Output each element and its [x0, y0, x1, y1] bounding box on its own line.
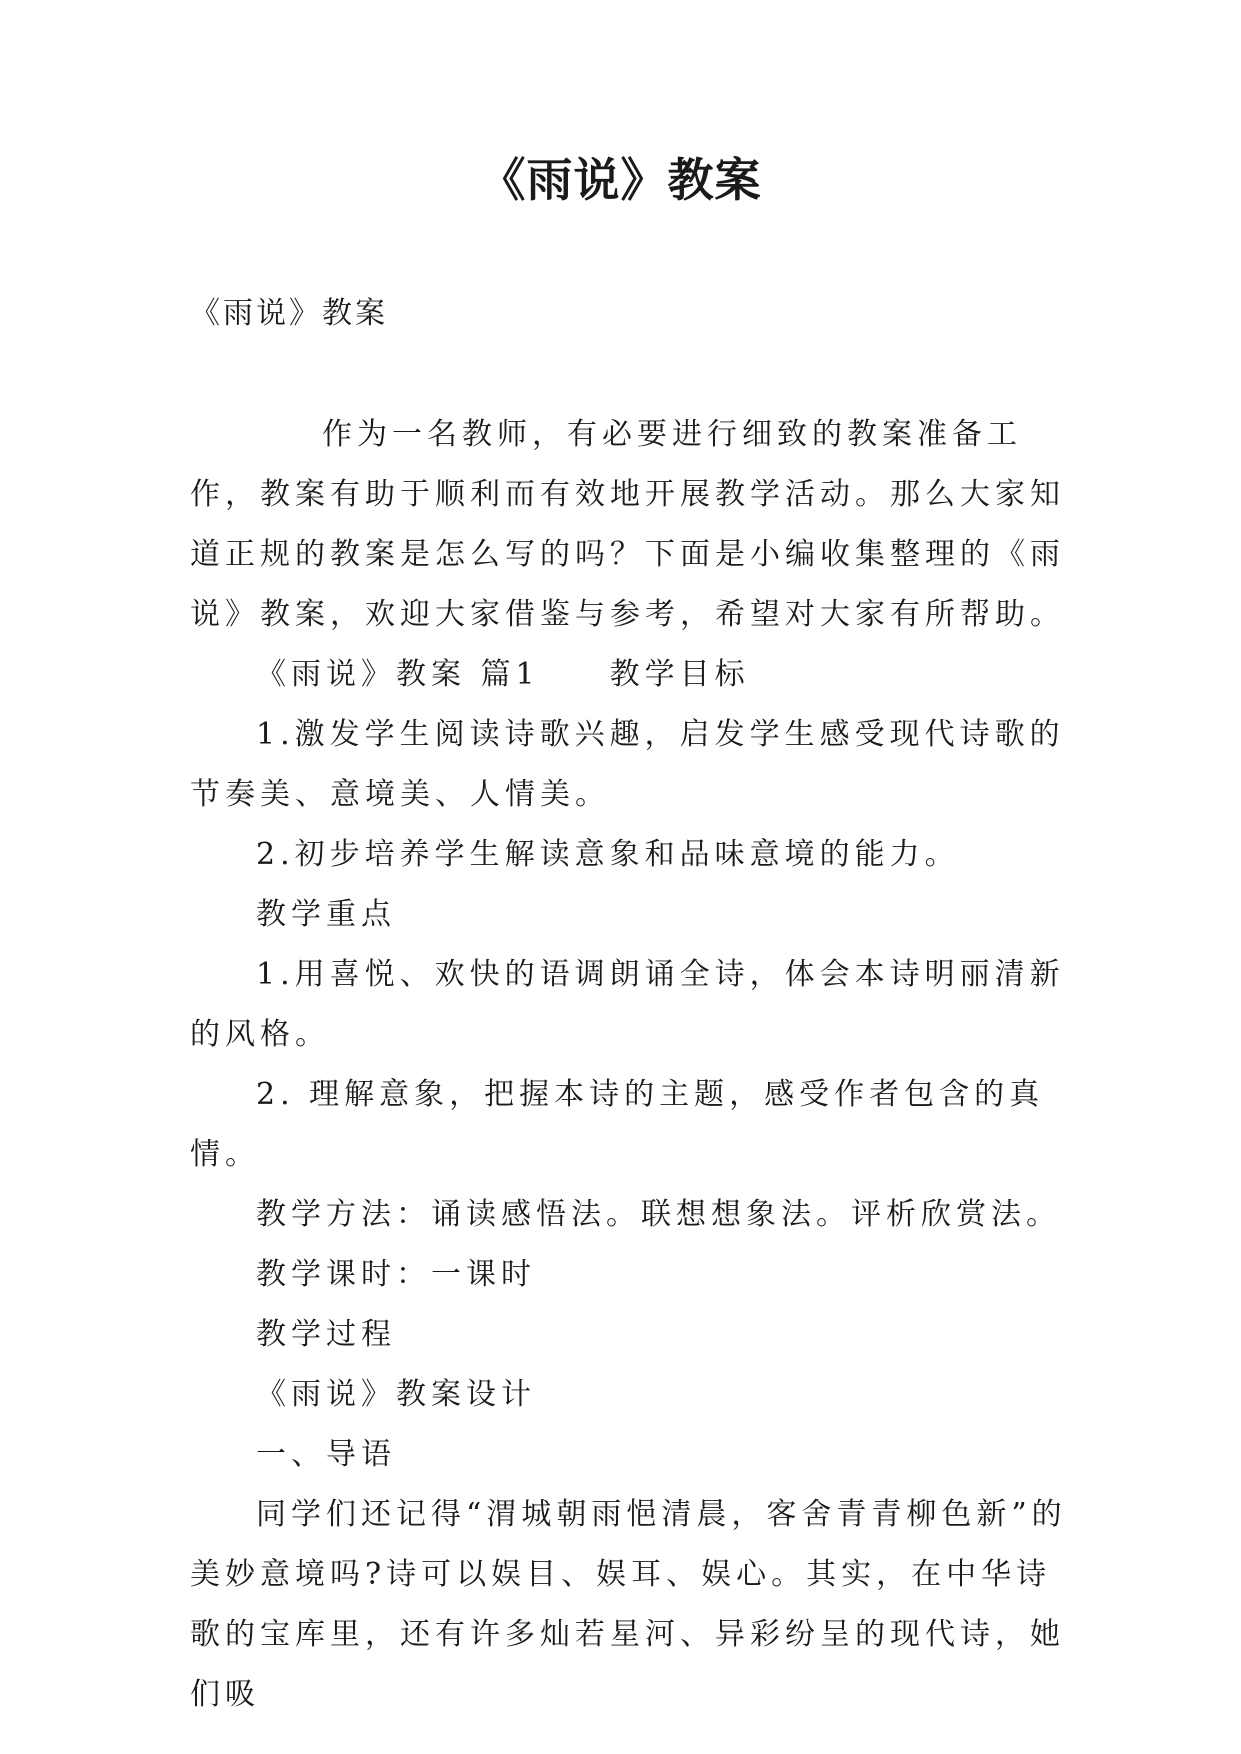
- introduction-paragraph: 同学们还记得“渭城朝雨悒清晨，客舍青青柳色新”的美妙意境吗?诗可以娱目、娱耳、娱心。其实，在中华诗歌的宝库里，还有许多灿若星河、异彩纷呈的现代诗，她们吸: [190, 1497, 1067, 1712]
- document-title: 《雨说》教案: [479, 153, 762, 207]
- teaching-hours: 教学课时：一课时: [256, 1257, 536, 1292]
- section-heading-key-points: 教学重点: [256, 897, 396, 932]
- section-heading-process: 教学过程: [256, 1317, 396, 1352]
- document-subtitle: 《雨说》教案: [190, 296, 388, 331]
- section-heading-lesson-1: 《雨说》教案 篇1 教学目标: [256, 657, 750, 692]
- goal-item-2: 2.初步培养学生解读意象和品味意境的能力。: [256, 837, 960, 872]
- section-heading-design: 《雨说》教案设计: [256, 1377, 536, 1412]
- section-heading-introduction: 一、导语: [256, 1437, 396, 1472]
- key-point-item-1: 1.用喜悦、欢快的语调朗诵全诗，体会本诗明丽清新的风格。: [190, 957, 1065, 1052]
- key-point-item-2: 2. 理解意象，把握本诗的主题，感受作者包含的真情。: [190, 1077, 1045, 1172]
- intro-paragraph: 作为一名教师，有必要进行细致的教案准备工作，教案有助于顺利而有效地开展教学活动。那么大家知道正规的教案是怎么写的吗？下面是小编收集整理的《雨说》教案，欢迎大家借鉴与参考，希望对大家有所帮助。: [190, 417, 1065, 632]
- goal-item-1: 1.激发学生阅读诗歌兴趣，启发学生感受现代诗歌的节奏美、意境美、人情美。: [190, 717, 1065, 812]
- document-body: [190, 405, 1070, 1725]
- teaching-methods: 教学方法：诵读感悟法。联想想象法。评析欣赏法。: [256, 1197, 1061, 1232]
